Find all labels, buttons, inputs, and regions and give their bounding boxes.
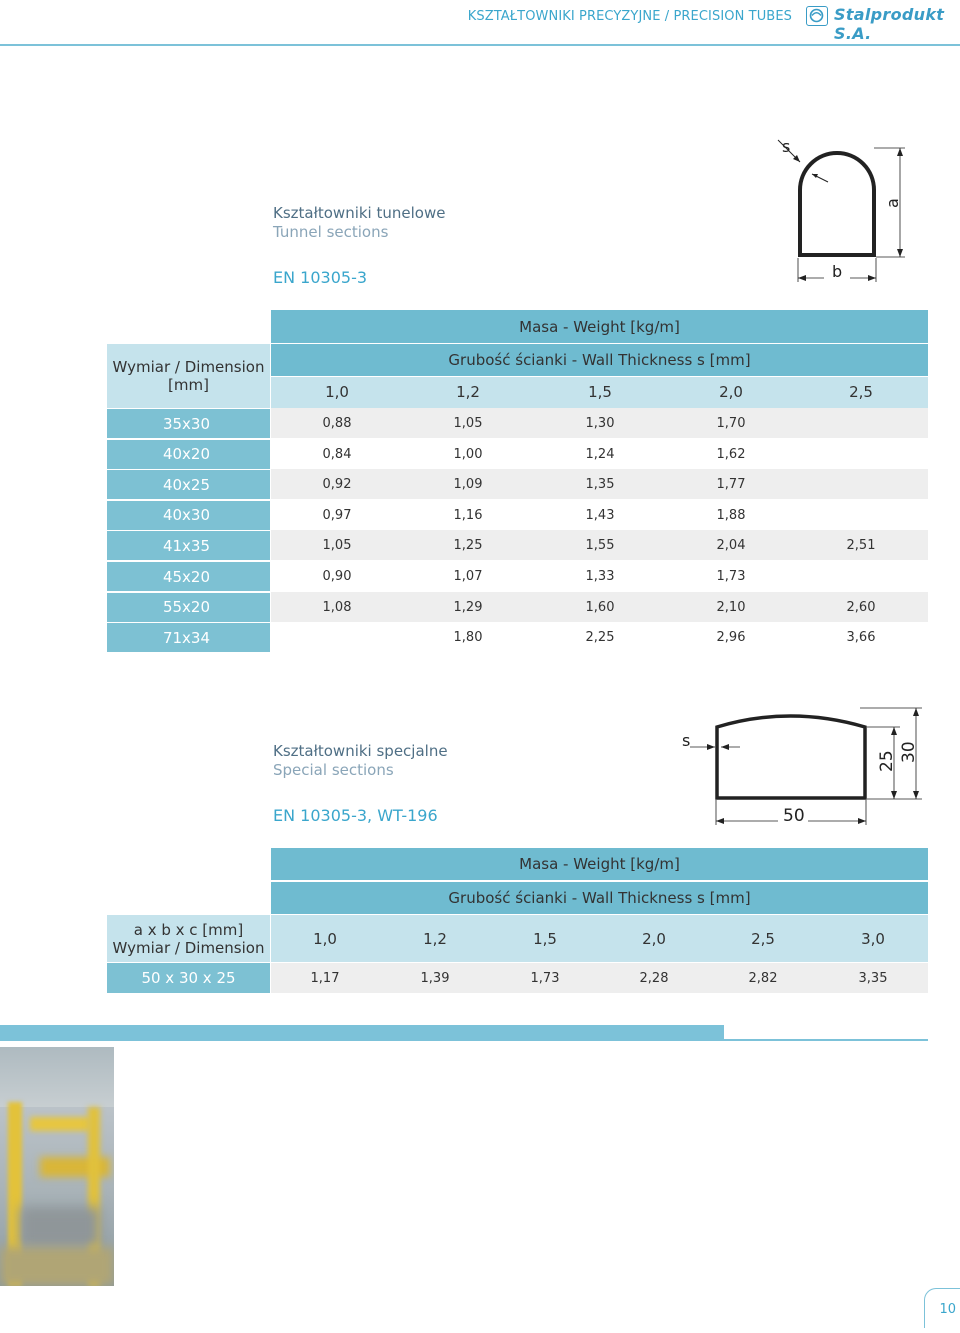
special-title-en: Special sections (273, 761, 394, 779)
special-thickness-label: 3,0 (861, 930, 885, 948)
tunnel-row-dimension: 40x30 (107, 500, 270, 530)
tunnel-title-pl: Kształtowniki tunelowe (273, 204, 446, 222)
special-row-dimension: 50 x 30 x 25 (107, 963, 270, 993)
tunnel-row-dimension: 35x30 (107, 408, 270, 438)
special-standard: EN 10305-3, WT-196 (273, 806, 438, 825)
tunnel-mass-value: 1,05 (322, 538, 352, 554)
tunnel-mass-value: 1,80 (453, 630, 483, 646)
tunnel-mass-value: 1,05 (453, 416, 483, 431)
header-divider (0, 44, 960, 46)
factory-photo (0, 1047, 114, 1286)
tunnel-mass-value: 2,51 (846, 538, 876, 554)
tunnel-mass-value: 1,08 (322, 599, 352, 615)
tunnel-mass-value: 1,35 (585, 477, 615, 493)
special-thickness-label: 2,0 (642, 930, 666, 948)
tunnel-thickness-header: Grubość ścianki - Wall Thickness s [mm] (271, 344, 928, 376)
tunnel-thickness-label: 2,5 (849, 383, 873, 401)
tunnel-mass-value: 1,43 (585, 507, 615, 523)
tunnel-mass-value: 1,16 (453, 507, 483, 523)
tunnel-standard: EN 10305-3 (273, 268, 368, 287)
tunnel-label-a: a (883, 198, 902, 208)
tunnel-row-dimension: 55x20 (107, 592, 270, 622)
special-title-pl: Kształtowniki specjalne (273, 742, 448, 760)
tunnel-thickness-row (271, 377, 928, 408)
special-mass-value: 2,28 (639, 971, 669, 986)
tunnel-mass-value: 2,25 (585, 630, 615, 646)
tunnel-profile-shape (800, 153, 874, 255)
logo-icon (806, 6, 828, 26)
tunnel-row-dimension: 71x34 (107, 622, 270, 652)
tunnel-thickness-label: 1,5 (588, 383, 612, 401)
tunnel-mass-value: 1,70 (716, 416, 746, 431)
page-number-tab (924, 1288, 960, 1328)
tunnel-thickness-label: 1,2 (456, 383, 480, 401)
special-section-diagram (670, 700, 930, 830)
page-number: 10 (939, 1302, 956, 1317)
tunnel-mass-value: 3,66 (846, 630, 876, 646)
special-table-row (271, 963, 928, 993)
special-thickness-header: Grubość ścianki - Wall Thickness s [mm] (271, 882, 928, 914)
tunnel-label-s: s (782, 137, 791, 156)
tunnel-dim-header: Wymiar / Dimension [mm] (107, 344, 270, 408)
special-title (273, 742, 448, 780)
footer-accent-bar (0, 1025, 724, 1041)
tunnel-mass-value: 1,55 (585, 538, 615, 554)
logo-text: Stalprodukt S.A. (834, 5, 945, 43)
tunnel-row-dimension: 45x20 (107, 561, 270, 591)
special-mass-header: Masa - Weight [kg/m] (271, 848, 928, 880)
tunnel-mass-value: 1,25 (453, 538, 483, 554)
special-thickness-label: 1,5 (533, 930, 557, 948)
tunnel-mass-value: 0,84 (322, 446, 352, 462)
tunnel-mass-value: 2,96 (716, 630, 746, 646)
special-thickness-label: 1,0 (313, 930, 337, 948)
tunnel-mass-value: 1,73 (716, 569, 746, 584)
special-label-h1: 25 (877, 750, 897, 772)
tunnel-label-b: b (832, 262, 843, 281)
footer-accent-line (724, 1039, 928, 1041)
special-label-s: s (682, 731, 691, 750)
header-title: KSZTAŁTOWNIKI PRECYZYJNE / PRECISION TUBES (467, 9, 792, 24)
tunnel-mass-value: 0,90 (322, 569, 352, 584)
tunnel-row-dimension: 40x20 (107, 439, 270, 469)
tunnel-mass-value: 2,10 (716, 599, 746, 615)
tunnel-thickness-label: 1,0 (325, 383, 349, 401)
tunnel-mass-header: Masa - Weight [kg/m] (271, 310, 928, 343)
special-mass-value: 1,73 (530, 971, 560, 986)
tunnel-mass-value: 0,92 (322, 477, 352, 493)
tunnel-thickness-label: 2,0 (719, 383, 743, 401)
tunnel-mass-value: 1,77 (716, 477, 746, 493)
tunnel-mass-value: 1,09 (453, 477, 483, 493)
tunnel-mass-value: 0,97 (322, 507, 352, 523)
special-mass-value: 3,35 (858, 971, 888, 986)
special-dim-header: a x b x c [mm] Wymiar / Dimension (107, 915, 270, 962)
tunnel-title (273, 204, 445, 242)
tunnel-row-dimension: 40x25 (107, 469, 270, 499)
tunnel-mass-value: 2,60 (846, 599, 876, 615)
special-thickness-label: 2,5 (751, 930, 775, 948)
special-mass-value: 1,17 (310, 971, 340, 986)
tunnel-mass-value: 1,88 (716, 507, 746, 523)
tunnel-mass-value: 1,24 (585, 446, 615, 462)
special-label-width: 50 (783, 806, 805, 826)
special-label-h2: 30 (899, 741, 919, 763)
special-profile-shape (717, 716, 865, 798)
tunnel-section-diagram (760, 130, 940, 290)
tunnel-row-dimension: 41x35 (107, 530, 270, 560)
tunnel-mass-value: 1,60 (585, 599, 615, 615)
tunnel-mass-value: 1,33 (585, 569, 615, 584)
tunnel-title-en: Tunnel sections (273, 223, 389, 241)
special-mass-value: 2,82 (748, 971, 778, 986)
tunnel-mass-value: 2,04 (716, 538, 746, 554)
special-thickness-row (271, 915, 928, 962)
tunnel-mass-value: 1,62 (716, 446, 746, 462)
tunnel-mass-value: 1,30 (585, 416, 615, 431)
tunnel-mass-value: 1,07 (453, 569, 483, 584)
special-mass-value: 1,39 (420, 971, 450, 986)
tunnel-mass-value: 1,00 (453, 446, 483, 462)
tunnel-mass-value: 1,29 (453, 599, 483, 615)
tunnel-mass-value: 0,88 (322, 416, 352, 431)
special-thickness-label: 1,2 (423, 930, 447, 948)
